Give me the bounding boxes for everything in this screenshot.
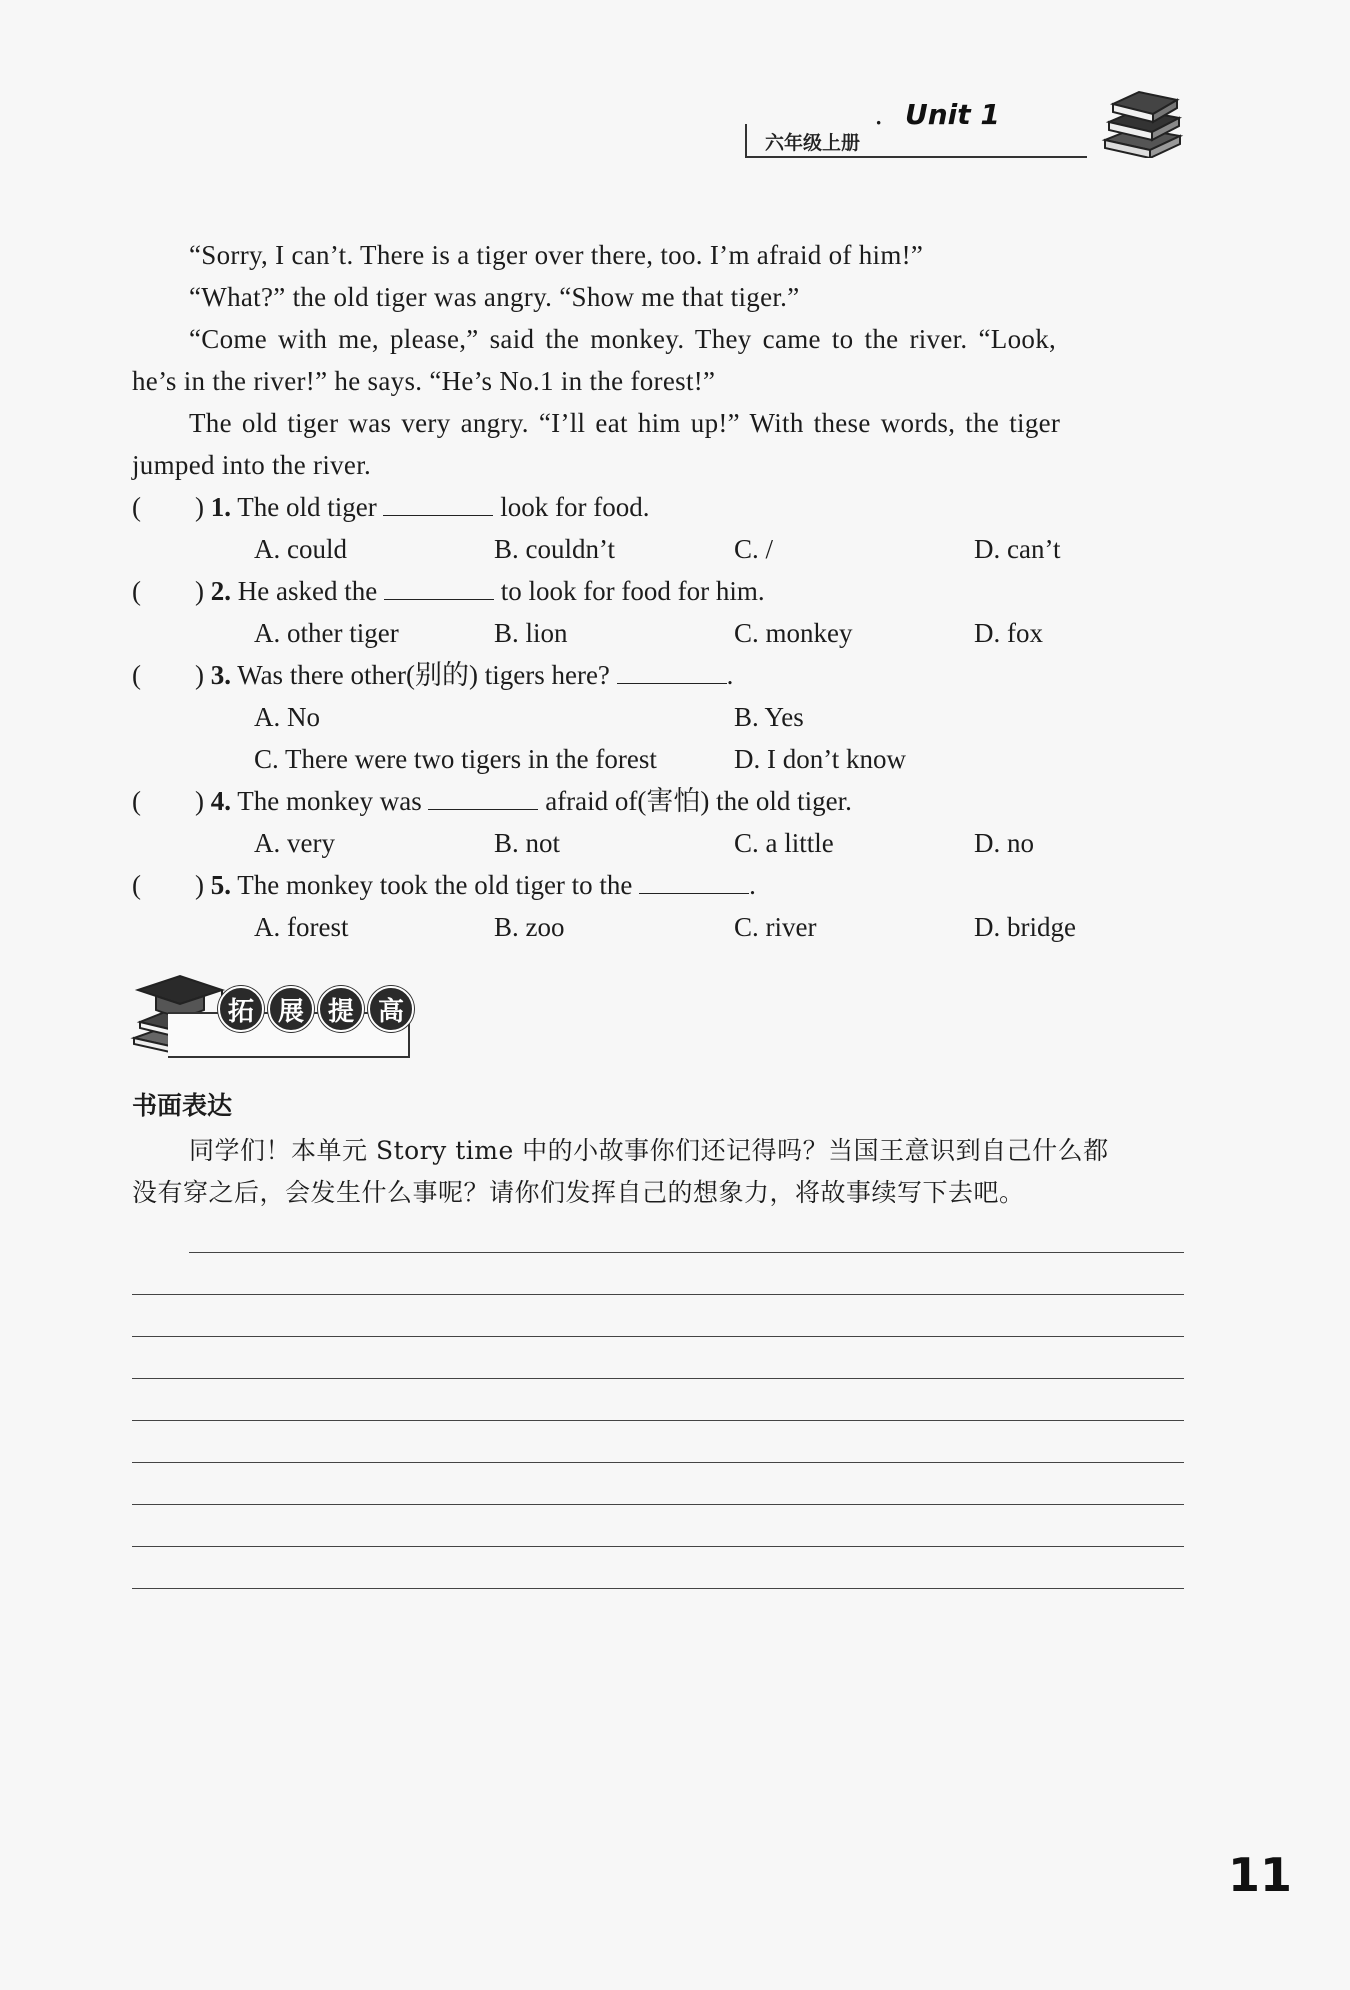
question-text-end: afraid of(害怕) the old tiger. bbox=[545, 786, 852, 816]
writing-prompt-line-2: 没有穿之后，会发生什么事呢？请你们发挥自己的想象力，将故事续写下去吧。 bbox=[132, 1178, 1025, 1207]
question-5 bbox=[132, 864, 756, 906]
question-text-end: . bbox=[726, 660, 734, 690]
passage-line-5: The old tiger was very angry. “I’ll eat him up!” With these words, the tiger bbox=[189, 408, 1061, 438]
question-number: 1. bbox=[210, 492, 231, 522]
writing-line[interactable] bbox=[132, 1336, 1184, 1337]
option-c: C. / bbox=[734, 534, 774, 564]
option-b: B. couldn’t bbox=[494, 534, 615, 564]
passage-line-3: “Come with me, please,” said the monkey. They came to the river. “Look, bbox=[189, 324, 1057, 354]
page-number: 11 bbox=[1228, 1848, 1293, 1902]
writing-section-title: 书面表达 bbox=[132, 1091, 233, 1120]
option-a: A. could bbox=[254, 534, 347, 564]
question-text: Was there other(别的) tigers here? bbox=[237, 660, 610, 690]
question-text-end: . bbox=[749, 870, 756, 900]
option-c: C. a little bbox=[734, 828, 834, 858]
answer-blank[interactable] bbox=[384, 573, 494, 600]
option-b: B. lion bbox=[494, 618, 568, 648]
answer-paren[interactable]: ( ) bbox=[132, 492, 204, 522]
answer-paren[interactable]: ( ) bbox=[132, 786, 204, 816]
question-3 bbox=[132, 654, 733, 696]
answer-blank[interactable] bbox=[428, 783, 538, 810]
option-d: D. fox bbox=[974, 618, 1043, 648]
writing-line[interactable] bbox=[132, 1294, 1184, 1295]
answer-paren[interactable]: ( ) bbox=[132, 870, 204, 900]
banner-char: 提 bbox=[318, 986, 364, 1032]
answer-blank[interactable] bbox=[383, 489, 493, 516]
option-d: D. no bbox=[974, 828, 1034, 858]
header-dot: · bbox=[875, 110, 883, 135]
writing-line[interactable] bbox=[189, 1252, 1184, 1253]
passage-line-2: “What?” the old tiger was angry. “Show me that tiger.” bbox=[189, 282, 800, 312]
question-text: The old tiger bbox=[237, 492, 377, 522]
question-1 bbox=[132, 486, 649, 528]
question-number: 5. bbox=[210, 870, 231, 900]
question-number: 2. bbox=[210, 576, 231, 606]
option-a: A. forest bbox=[254, 912, 349, 942]
option-b: B. not bbox=[494, 828, 561, 858]
question-number: 3. bbox=[210, 660, 231, 690]
question-text: He asked the bbox=[237, 576, 378, 606]
writing-line[interactable] bbox=[132, 1504, 1184, 1505]
question-text: The monkey was bbox=[237, 786, 422, 816]
question-number: 4. bbox=[210, 786, 231, 816]
writing-prompt-line-1: 同学们！本单元 Story time 中的小故事你们还记得吗？当国王意识到自己什么都 bbox=[189, 1136, 1109, 1165]
answer-blank[interactable] bbox=[617, 657, 727, 684]
passage-line-4: he’s in the river!” he says. “He’s No.1 in the forest!” bbox=[132, 366, 716, 396]
page-header bbox=[745, 88, 1185, 168]
question-text-end: to look for food for him. bbox=[500, 576, 765, 606]
question-4 bbox=[132, 780, 852, 822]
option-b: B. zoo bbox=[494, 912, 565, 942]
option-c: C. river bbox=[734, 912, 817, 942]
banner-char: 拓 bbox=[218, 986, 264, 1032]
answer-paren[interactable]: ( ) bbox=[132, 576, 204, 606]
passage-line-1: “Sorry, I can’t. There is a tiger over there, too. I’m afraid of him!” bbox=[189, 240, 924, 270]
question-text-end: look for food. bbox=[500, 492, 650, 522]
answer-blank[interactable] bbox=[639, 867, 749, 894]
option-b: B. Yes bbox=[734, 702, 804, 732]
grade-label: 六年级上册 bbox=[765, 132, 861, 154]
writing-line[interactable] bbox=[132, 1420, 1184, 1421]
option-d: D. can’t bbox=[974, 534, 1061, 564]
passage-line-6: jumped into the river. bbox=[132, 450, 372, 480]
writing-line[interactable] bbox=[132, 1588, 1184, 1589]
writing-line[interactable] bbox=[132, 1462, 1184, 1463]
option-d: D. bridge bbox=[974, 912, 1076, 942]
option-d: D. I don’t know bbox=[734, 744, 906, 774]
section-banner bbox=[128, 968, 418, 1060]
option-a: A. No bbox=[254, 702, 320, 732]
unit-label: Unit 1 bbox=[905, 98, 1000, 131]
question-text: The monkey took the old tiger to the bbox=[237, 870, 633, 900]
answer-paren[interactable]: ( ) bbox=[132, 660, 204, 690]
question-2 bbox=[132, 570, 765, 612]
option-c: C. There were two tigers in the forest bbox=[254, 744, 657, 774]
option-a: A. other tiger bbox=[254, 618, 399, 648]
writing-line[interactable] bbox=[132, 1546, 1184, 1547]
option-c: C. monkey bbox=[734, 618, 853, 648]
banner-char: 展 bbox=[268, 986, 314, 1032]
banner-title bbox=[218, 986, 414, 1032]
books-stack-icon bbox=[1095, 88, 1185, 158]
banner-char: 高 bbox=[368, 986, 414, 1032]
writing-line[interactable] bbox=[132, 1378, 1184, 1379]
option-a: A. very bbox=[254, 828, 335, 858]
